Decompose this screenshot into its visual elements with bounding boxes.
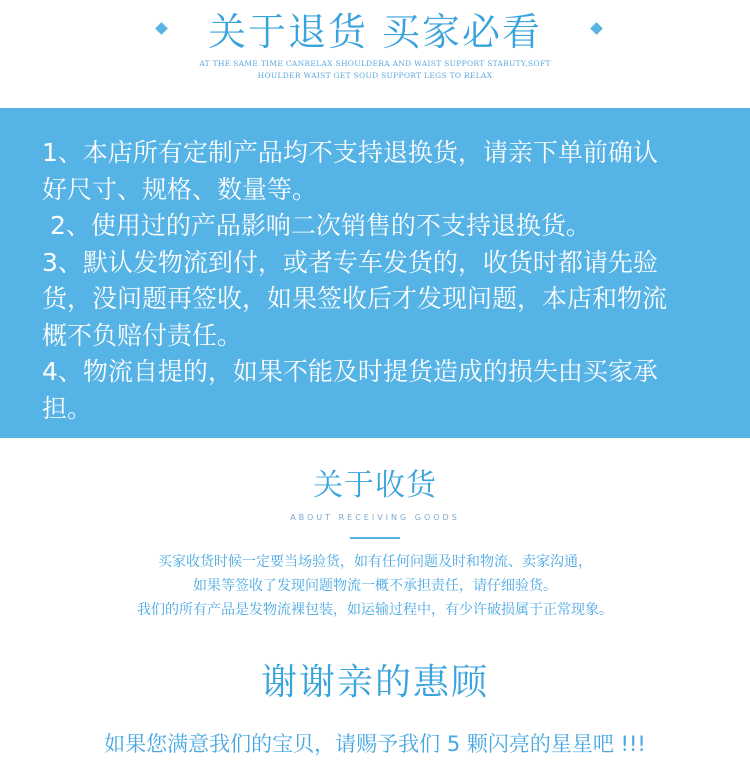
returns-policy-text <box>42 135 742 427</box>
rating-request: 如果您满意我们的宝贝，请赐予我们 5 颗闪亮的星星吧 !!! <box>104 732 646 756</box>
receiving-title: 关于收货 <box>313 468 437 503</box>
receiving-notice <box>0 550 750 622</box>
policy-line: 货，没问题再签收，如果签收后才发现问题，本店和物流 <box>42 284 668 313</box>
policy-line: 4、物流自提的，如果不能及时提货造成的损失由买家承 <box>42 357 658 386</box>
notice-line: 买家收货时候一定要当场验货，如有任何问题及时和物流、卖家沟通， <box>158 554 592 570</box>
returns-header <box>0 0 750 108</box>
divider <box>350 537 400 539</box>
returns-policy-panel <box>0 108 750 438</box>
returns-subtitle-line: HOULDER WAIST GET SOUD SUPPORT LEGS TO RELAX <box>257 71 493 80</box>
notice-line: 我们的所有产品是发物流裸包装，如运输过程中，有少许破损属于正常现象。 <box>137 602 613 618</box>
returns-subtitle-line: AT THE SAME TIME CANRELAX SHOULDERA AND WAIST SUPPORT STABUTY,SOFT <box>199 59 551 68</box>
returns-subtitle <box>160 58 590 82</box>
policy-line: 概不负赔付责任。 <box>42 320 243 350</box>
returns-title: 关于退货 买家必看 <box>207 10 543 54</box>
policy-line: 担。 <box>42 393 93 423</box>
policy-line: 1、本店所有定制产品均不支持退换货，请亲下单前确认 <box>42 138 658 167</box>
notice-line: 如果等签收了发现问题物流一概不承担责任，请仔细验货。 <box>193 578 557 594</box>
thanks-heading: 谢谢亲的惠顾 <box>260 662 489 703</box>
policy-line: 2、使用过的产品影响二次销售的不支持退换货。 <box>50 211 591 240</box>
policy-line: 3、默认发物流到付，或者专车发货的，收货时都请先验 <box>42 247 658 277</box>
policy-line: 好尺寸、规格、数量等。 <box>42 174 318 204</box>
receiving-subtitle: ABOUT RECEIVING GOODS <box>290 513 460 522</box>
